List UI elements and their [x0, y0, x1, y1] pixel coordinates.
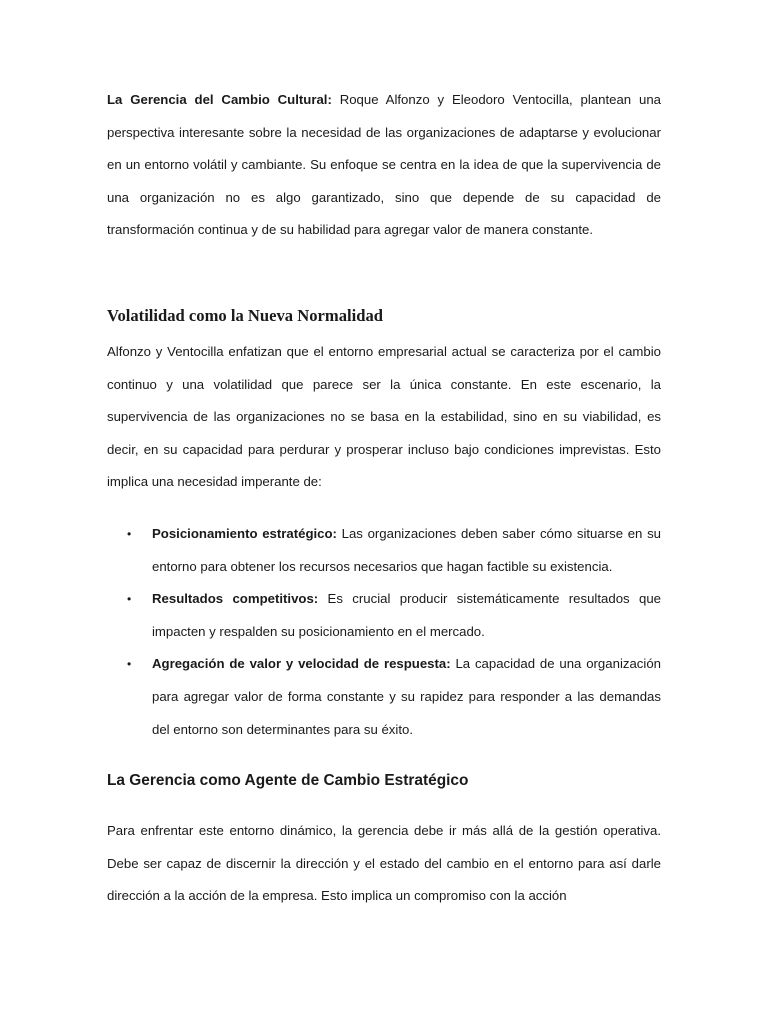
bullet-term: Resultados competitivos: [152, 591, 319, 607]
bullet-list [107, 518, 661, 746]
intro-text: Roque Alfonzo y Eleodoro Ventocilla, plantean una perspectiva interesante sobre la necesidad de las organizaciones de adaptarse y evolucionar en un entorno volátil y cambiante. Su enfoque se centra en la idea de que la supervivencia de una organización no es algo garantizado, sino que depende de su capacidad de transformación continua y de su habilidad para agregar valor de manera constante. [107, 92, 661, 238]
intro-paragraph [107, 84, 661, 247]
bullet-text: La capacidad de una organización para agregar valor de forma constante y su rapidez para responder a las demandas del entorno son determinantes para su éxito. [152, 656, 661, 737]
bullet-icon: • [127, 527, 132, 541]
gerencia-paragraph: Para enfrentar este entorno dinámico, la gerencia debe ir más allá de la gestión operativa. Debe ser capaz de discernir la dirección y el estado del cambio en el entorno para así darle dirección a la acción de la empresa. Esto implica un compromiso con la acción [107, 823, 661, 904]
bullet-icon: • [127, 657, 132, 672]
bullet-text: Las organizaciones deben saber cómo situarse en su entorno para obtener los recursos necesarios que hagan factible su existencia. [152, 526, 661, 574]
section-heading-gerencia: La Gerencia como Agente de Cambio Estratégico [107, 772, 469, 789]
bullet-item [107, 518, 661, 583]
section-heading-volatilidad: Volatilidad como la Nueva Normalidad [107, 306, 383, 325]
bullet-item [107, 583, 661, 648]
volatilidad-paragraph: Alfonzo y Ventocilla enfatizan que el entorno empresarial actual se caracteriza por el cambio continuo y una volatilidad que parece ser la única constante. En este escenario, la supervivencia de las organizaciones no se basa en la estabilidad, sino en su viabilidad, es decir, en su capacidad para perdurar y prosperar incluso bajo condiciones imprevistas. Esto implica una necesidad imperante de: [107, 344, 661, 490]
intro-lead: La Gerencia del Cambio Cultural: [107, 92, 332, 107]
bullet-term: Posicionamiento estratégico: [152, 526, 337, 541]
bullet-text: Es crucial producir sistemáticamente resultados que impacten y respalden su posicionamiento en el mercado. [152, 591, 661, 639]
bullet-icon: • [127, 592, 132, 607]
bullet-term: Agregación de valor y velocidad de respuesta: [152, 656, 451, 672]
bullet-item [107, 648, 661, 746]
